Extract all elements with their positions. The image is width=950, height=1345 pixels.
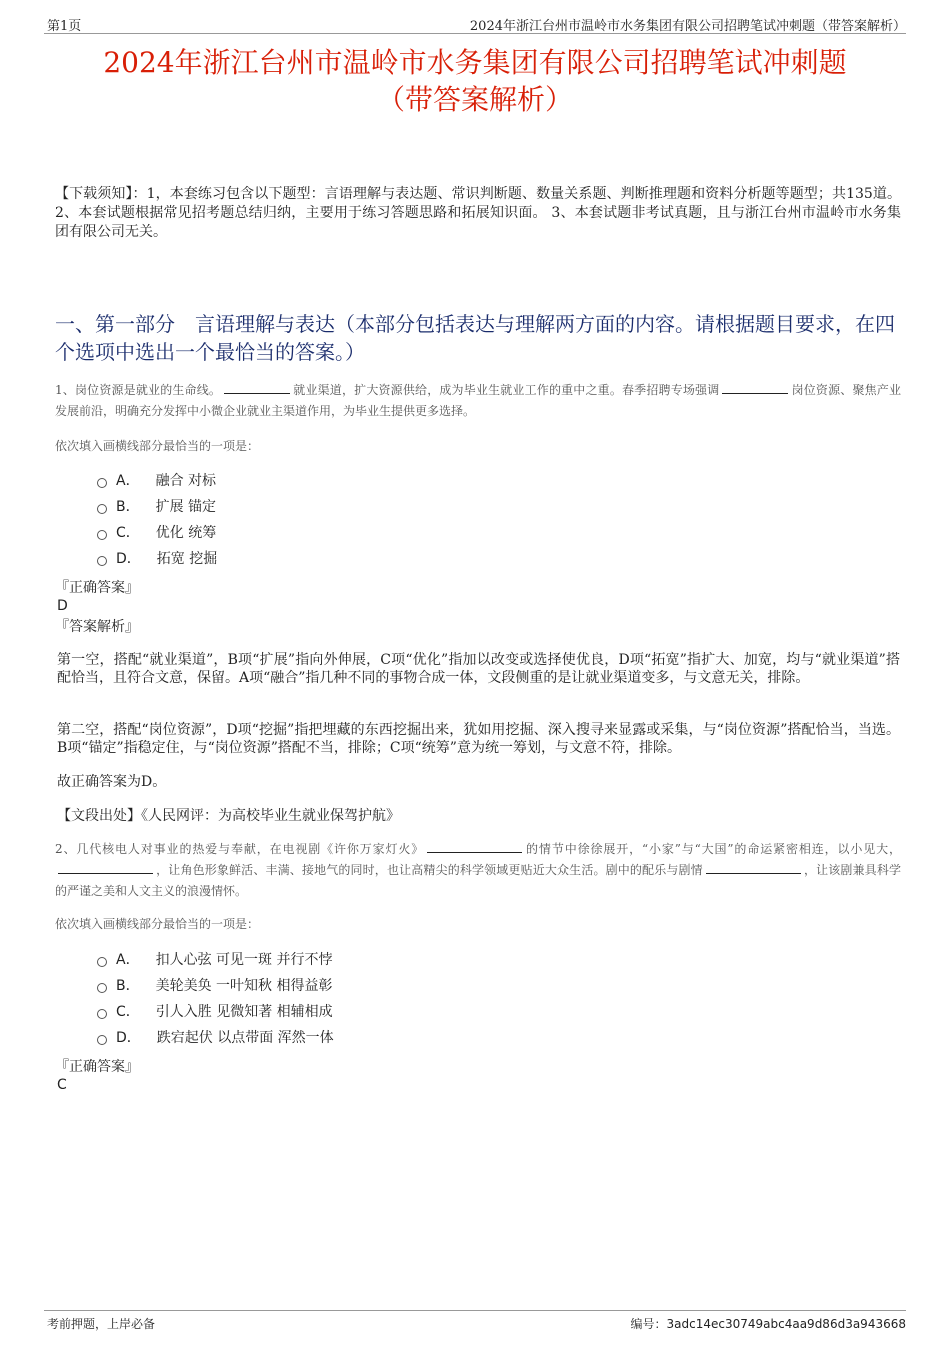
title-line-2: （带答案解析） xyxy=(376,83,573,116)
radio-icon[interactable] xyxy=(97,1035,107,1045)
q1-option-c[interactable]: C． 优化 统筹 xyxy=(97,523,216,543)
radio-icon[interactable] xyxy=(97,530,107,540)
q2-stem-part-c: ，让角色形象鲜活、丰满、接地气的同时，也让高精尖的科学领域更贴近大众生活。剧中的配乐与剧情 xyxy=(156,863,703,877)
q2-option-c[interactable]: C． 引人入胜 见微知著 相辅相成 xyxy=(97,1002,333,1022)
q1-option-d[interactable]: D． 拓宽 挖掘 xyxy=(97,549,217,569)
q2-answer-label: 『正确答案』 xyxy=(55,1059,139,1075)
fill-blank xyxy=(706,861,801,874)
download-notice: 【下载须知】：1，本套练习包含以下题型：言语理解与表达题、常识判断题、数量关系题、判断推理题和资料分析题等题型；共135道。 2、本套试题根据常见招考题总结归纳，主要用于练习答题思路和拓展知识面。 3、本套试题非考试真题，且与浙江台州市温岭市水务集团有限公司无关。 xyxy=(55,186,901,240)
q1-analysis-2: 第二空，搭配“岗位资源”，D项“挖掘”指把埋藏的东西挖掘出来，犹如用挖掘、深入搜寻来显露或采集，与“岗位资源”搭配恰当，当选。B项“锚定”指稳定住，与“岗位资源”搭配不当，排除；C项“统筹”意为统一筹划，与文意不符，排除。 xyxy=(57,722,900,756)
footer-code-label: 编号： xyxy=(630,1317,667,1331)
radio-icon[interactable] xyxy=(97,957,107,967)
q1-option-b[interactable]: B． 扩展 锚定 xyxy=(97,497,216,517)
question-1-stem xyxy=(55,380,901,422)
question-2-prompt: 依次填入画横线部分最恰当的一项是： xyxy=(55,917,260,931)
header-doc-title: 2024年浙江台州市温岭市水务集团有限公司招聘笔试冲刺题（带答案解析） xyxy=(469,19,906,34)
q2-option-d[interactable]: D． 跌宕起伏 以点带面 浑然一体 xyxy=(97,1028,334,1048)
section-title: 一、第一部分 言语理解与表达（本部分包括表达与理解两方面的内容。请根据题目要求，在四个选项中选出一个最恰当的答案。） xyxy=(55,312,895,364)
q1-stem-part-a: 1、岗位资源是就业的生命线。 xyxy=(55,383,222,397)
q2-stem-part-b: 的情节中徐徐展开，“小家”与“大国”的命运紧密相连，以小见大， xyxy=(525,842,901,856)
q1-answer-label: 『正确答案』 xyxy=(55,580,139,596)
q1-analysis-label: 『答案解析』 xyxy=(55,619,139,635)
radio-icon[interactable] xyxy=(97,1009,107,1019)
radio-icon[interactable] xyxy=(97,504,107,514)
q1-stem-part-b: 就业渠道，扩大资源供给，成为毕业生就业工作的重中之重。春季招聘专场强调 xyxy=(293,383,720,397)
title-line-1: 2024年浙江台州市温岭市水务集团有限公司招聘笔试冲刺题 xyxy=(103,46,847,79)
fill-blank xyxy=(58,861,153,874)
q2-stem-part-a: 2、几代核电人对事业的热爱与奉献，在电视剧《许你万家灯火》 xyxy=(55,842,425,856)
fill-blank xyxy=(427,840,522,853)
q1-stem-part-c: 岗位资源、聚焦产业发展前沿，明确充分发挥中小微企业就业主渠道作用，为毕业生提供更多选择。 xyxy=(55,383,901,418)
radio-icon[interactable] xyxy=(97,478,107,488)
q2-option-a[interactable]: A． 扣人心弦 可见一斑 并行不悖 xyxy=(97,950,332,970)
q2-answer: C xyxy=(57,1077,67,1093)
footer-slogan: 考前押题，上岸必备 xyxy=(47,1317,156,1331)
q1-conclusion: 故正确答案为D。 xyxy=(57,774,167,790)
header-divider xyxy=(44,33,906,34)
q1-source: 【文段出处】《人民网评：为高校毕业生就业保驾护航》 xyxy=(57,808,400,824)
question-2-stem xyxy=(55,839,901,902)
radio-icon[interactable] xyxy=(97,556,107,566)
q1-option-a[interactable]: A． 融合 对标 xyxy=(97,471,216,491)
fill-blank xyxy=(224,381,290,394)
footer-divider xyxy=(44,1310,906,1311)
q2-stem-part-d: ，让该剧兼具科学的严谨之美和人文主义的浪漫情怀。 xyxy=(55,863,901,898)
q1-analysis-1: 第一空，搭配“就业渠道”，B项“扩展”指向外伸展，C项“优化”指加以改变或选择使优良，D项“拓宽”指扩大、加宽，均与“就业渠道”搭配恰当，且符合文意，保留。A项“融合”指几种不同的事物合成一体，文段侧重的是让就业渠道变多，与文意无关，排除。 xyxy=(57,652,900,686)
fill-blank xyxy=(722,381,788,394)
document-title xyxy=(40,44,910,118)
footer-code xyxy=(631,1315,907,1332)
radio-icon[interactable] xyxy=(97,983,107,993)
page-number: 第1页 xyxy=(47,19,82,34)
q1-answer: D xyxy=(57,598,68,614)
question-1-prompt: 依次填入画横线部分最恰当的一项是： xyxy=(55,439,260,453)
q2-option-b[interactable]: B． 美轮美奂 一叶知秋 相得益彰 xyxy=(97,976,333,996)
footer-code-value: 3adc14ec30749abc4aa9d86d3a943668 xyxy=(666,1317,906,1331)
